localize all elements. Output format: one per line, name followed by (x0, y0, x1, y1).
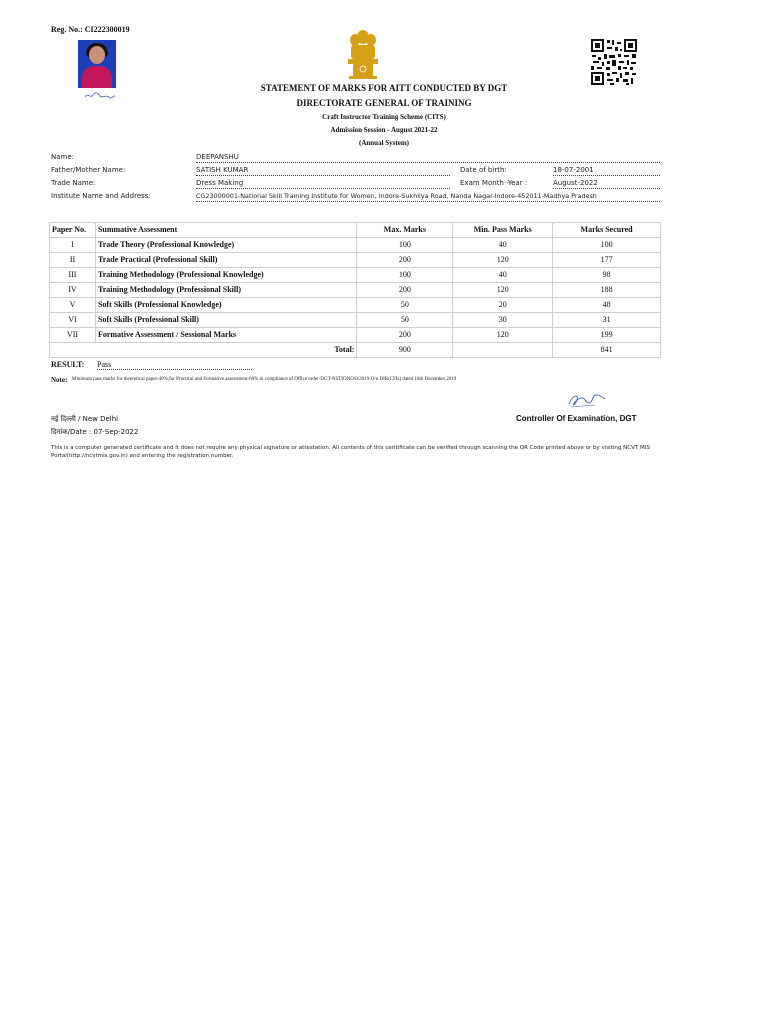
scheme-name: Craft Instructor Training Scheme (CITS) (322, 113, 446, 121)
table-row (50, 283, 661, 298)
exam-value: August-2022 (553, 178, 660, 189)
max-marks: 100 (357, 268, 453, 283)
marks-secured: 100 (553, 238, 661, 253)
marks-table (49, 222, 661, 358)
table-row (50, 268, 661, 283)
candidate-photo (78, 40, 116, 88)
dob-value: 18-07-2001 (553, 165, 660, 176)
header-max-marks: Max. Marks (357, 223, 453, 238)
directorate-title: DIRECTORATE GENERAL OF TRAINING (296, 98, 472, 108)
marks-secured: 188 (553, 283, 661, 298)
paper-subject: Formative Assessment / Sessional Marks (95, 328, 357, 343)
table-row (50, 328, 661, 343)
min-pass-marks: 120 (453, 253, 553, 268)
paper-no: V (50, 298, 96, 313)
paper-subject: Training Methodology (Professional Skill) (95, 283, 357, 298)
min-pass-marks: 40 (453, 238, 553, 253)
header-marks-secured: Marks Secured (553, 223, 661, 238)
national-emblem (343, 28, 383, 82)
institute-value: CG23000001-National Skill Training Institute for Women, Indore-Sukhliya Road, Nanda Nagar-Indore-452011-Madhya Pradesh (196, 191, 660, 202)
min-pass-marks: 30 (453, 313, 553, 328)
marks-secured: 199 (553, 328, 661, 343)
marks-secured: 98 (553, 268, 661, 283)
max-marks: 100 (357, 238, 453, 253)
paper-no: III (50, 268, 96, 283)
paper-subject: Trade Theory (Professional Knowledge) (95, 238, 357, 253)
paper-subject: Training Methodology (Professional Knowledge) (95, 268, 357, 283)
qr-code (590, 38, 638, 86)
max-marks: 50 (357, 313, 453, 328)
issue-place: नई दिल्ली / New Delhi (51, 415, 119, 423)
name-label: Name: (51, 153, 75, 161)
marks-secured: 48 (553, 298, 661, 313)
paper-no: VI (50, 313, 96, 328)
system-type: (Annual System) (359, 139, 409, 147)
total-max-marks: 900 (357, 343, 453, 358)
trade-name: Dress Making (196, 178, 450, 189)
issue-date: दिनांक/Date : 07-Sep-2022 (51, 428, 139, 436)
max-marks: 50 (357, 298, 453, 313)
table-row (50, 313, 661, 328)
min-pass-marks: 20 (453, 298, 553, 313)
disclaimer-text: This is a computer generated certificate and it does not require any physical signature or attestation. All contents of this ceritificate can be verified through scanning the QR Code printed above or by visiting NCVT MIS Portal(http://ncvtmis.gov.in) and entering the registration number. (51, 445, 650, 459)
exam-label: Exam Month -Year : (460, 179, 528, 187)
note-label: Note: (51, 376, 68, 384)
total-marks-secured: 841 (553, 343, 661, 358)
registration-number: Reg. No.: CI222300019 (51, 25, 130, 34)
paper-no: IV (50, 283, 96, 298)
header-summative: Summative Assessment (95, 223, 357, 238)
paper-no: VII (50, 328, 96, 343)
min-pass-marks: 40 (453, 268, 553, 283)
total-row (50, 343, 661, 358)
admission-session: Admission Session - August 2021-22 (330, 126, 438, 134)
table-row (50, 298, 661, 313)
max-marks: 200 (357, 328, 453, 343)
paper-subject: Trade Practical (Professional Skill) (95, 253, 357, 268)
parent-name: SATISH KUMAR (196, 165, 450, 176)
candidate-name: DEEPANSHU (196, 152, 660, 163)
note-text: Minimum pass marks for theoretical paper-40%,for Practical and Formative assessment-60% in compliance of Office order-DGT-NSTIONO/8/2019-O/o DIR(CFIs) dated 18th December,2019 (72, 377, 457, 382)
institute-label: Institute Name and Address: (51, 192, 151, 200)
paper-no: I (50, 238, 96, 253)
controller-title: Controller Of Examination, DGT (516, 414, 637, 423)
min-pass-marks: 120 (453, 328, 553, 343)
result-value: Pass (97, 360, 252, 370)
header-paper-no: Paper No. (50, 223, 96, 238)
table-row (50, 253, 661, 268)
total-label: Total: (50, 343, 357, 358)
trade-label: Trade Name: (51, 179, 96, 187)
max-marks: 200 (357, 253, 453, 268)
statement-title: STATEMENT OF MARKS FOR AITT CONDUCTED BY DGT (260, 83, 508, 93)
min-pass-marks: 120 (453, 283, 553, 298)
dob-label: Date of birth: (460, 166, 507, 174)
paper-no: II (50, 253, 96, 268)
max-marks: 200 (357, 283, 453, 298)
paper-subject: Soft Skills (Professional Skill) (95, 313, 357, 328)
table-row (50, 238, 661, 253)
total-min-empty (453, 343, 553, 358)
marks-secured: 31 (553, 313, 661, 328)
result-label: RESULT: (51, 360, 85, 369)
table-header-row (50, 223, 661, 238)
marks-secured: 177 (553, 253, 661, 268)
paper-subject: Soft Skills (Professional Knowledge) (95, 298, 357, 313)
header-min-pass: Min. Pass Marks (453, 223, 553, 238)
parent-label: Father/Mother Name: (51, 166, 126, 174)
controller-signature (565, 390, 607, 410)
